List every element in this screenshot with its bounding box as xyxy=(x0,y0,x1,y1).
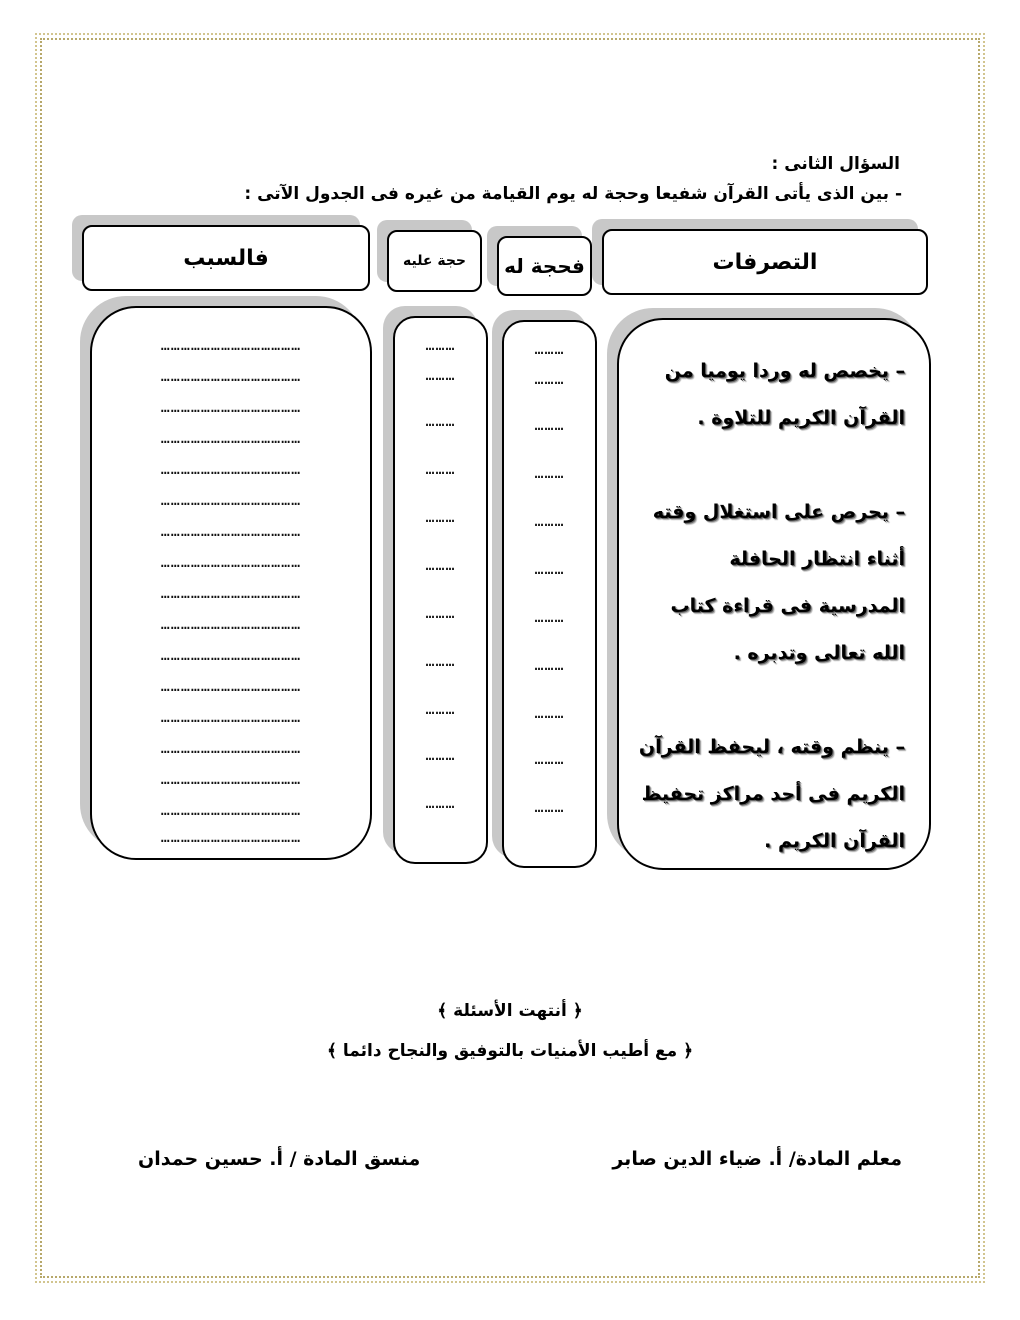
blank-line: ……… xyxy=(534,608,565,626)
blank-line: ……… xyxy=(425,460,456,478)
blank-line: ……… xyxy=(534,416,565,434)
blank-line: ……… xyxy=(425,366,456,384)
blank-line: …………………………………… xyxy=(160,336,302,354)
blank-line: …………………………………… xyxy=(160,522,302,540)
header-reason xyxy=(82,225,370,291)
question-title: السؤال الثانى : xyxy=(771,154,900,174)
blank-line: ……… xyxy=(425,604,456,622)
blank-line: …………………………………… xyxy=(160,646,302,664)
reason-column xyxy=(90,306,372,860)
blank-line: …………………………………… xyxy=(160,491,302,509)
action-item-2: – يحرص على استغلال وقته أثناء انتظار الحافلة المدرسية فى قراءة كتاب الله تعالى وتدبره . xyxy=(652,501,905,664)
closing-line-2: ﴿ مع أطيب الأمنيات بالتوفيق والنجاح دائما ﴾ xyxy=(326,1041,694,1061)
action-item-1: – يخصص له وردا يوميا من القرآن الكريم للتلاوة . xyxy=(664,360,905,429)
blank-line: …………………………………… xyxy=(160,615,302,633)
blank-line: ……… xyxy=(534,340,565,358)
header-actions-label: التصرفات xyxy=(712,249,818,275)
header-for-him-label: فحجة له xyxy=(504,254,585,278)
blank-line: ……… xyxy=(425,508,456,526)
blank-line: ……… xyxy=(534,704,565,722)
blank-line: ……… xyxy=(534,512,565,530)
blank-line: …………………………………… xyxy=(160,828,302,846)
for-him-column xyxy=(502,320,597,868)
blank-line: …………………………………… xyxy=(160,553,302,571)
blank-line: ……… xyxy=(534,370,565,388)
blank-line: ……… xyxy=(425,794,456,812)
blank-line: ……… xyxy=(534,560,565,578)
question-text: - بين الذى يأتى القرآن شفيعا وحجة له يوم القيامة من غيره فى الجدول الآتى : xyxy=(244,184,902,204)
blank-line: ……… xyxy=(425,746,456,764)
blank-line: ……… xyxy=(425,700,456,718)
blank-line: …………………………………… xyxy=(160,801,302,819)
action-item-3: – ينظم وقته ، ليحفظ القرآن الكريم فى أحد مراكز تحفيظ القرآن الكريم . xyxy=(638,736,905,852)
blank-line: …………………………………… xyxy=(160,398,302,416)
blank-line: ……… xyxy=(425,556,456,574)
blank-line: ……… xyxy=(534,750,565,768)
blank-line: ……… xyxy=(425,336,456,354)
header-against-him xyxy=(387,230,482,292)
actions-column xyxy=(617,318,931,870)
blank-line: …………………………………… xyxy=(160,770,302,788)
blank-line: ……… xyxy=(425,412,456,430)
coordinator-signature: منسق المادة / أ. حسين حمدان xyxy=(138,1148,421,1170)
blank-line: ……… xyxy=(534,656,565,674)
blank-line: …………………………………… xyxy=(160,429,302,447)
blank-line: …………………………………… xyxy=(160,460,302,478)
blank-line: …………………………………… xyxy=(160,367,302,385)
blank-line: ……… xyxy=(425,652,456,670)
header-against-him-label: حجة عليه xyxy=(402,253,467,269)
blank-line: ……… xyxy=(534,464,565,482)
header-actions xyxy=(602,229,928,295)
teacher-signature: معلم المادة/ أ. ضياء الدين صابر xyxy=(612,1148,902,1170)
closing-line-1: ﴿ أنتهت الأسئلة ﴾ xyxy=(437,1001,583,1021)
blank-line: …………………………………… xyxy=(160,708,302,726)
actions-list xyxy=(637,348,905,912)
header-for-him xyxy=(497,236,592,296)
header-reason-label: فالسبب xyxy=(183,245,269,271)
blank-line: …………………………………… xyxy=(160,584,302,602)
blank-line: …………………………………… xyxy=(160,677,302,695)
against-him-column xyxy=(393,316,488,864)
blank-line: ……… xyxy=(534,798,565,816)
blank-line: …………………………………… xyxy=(160,739,302,757)
